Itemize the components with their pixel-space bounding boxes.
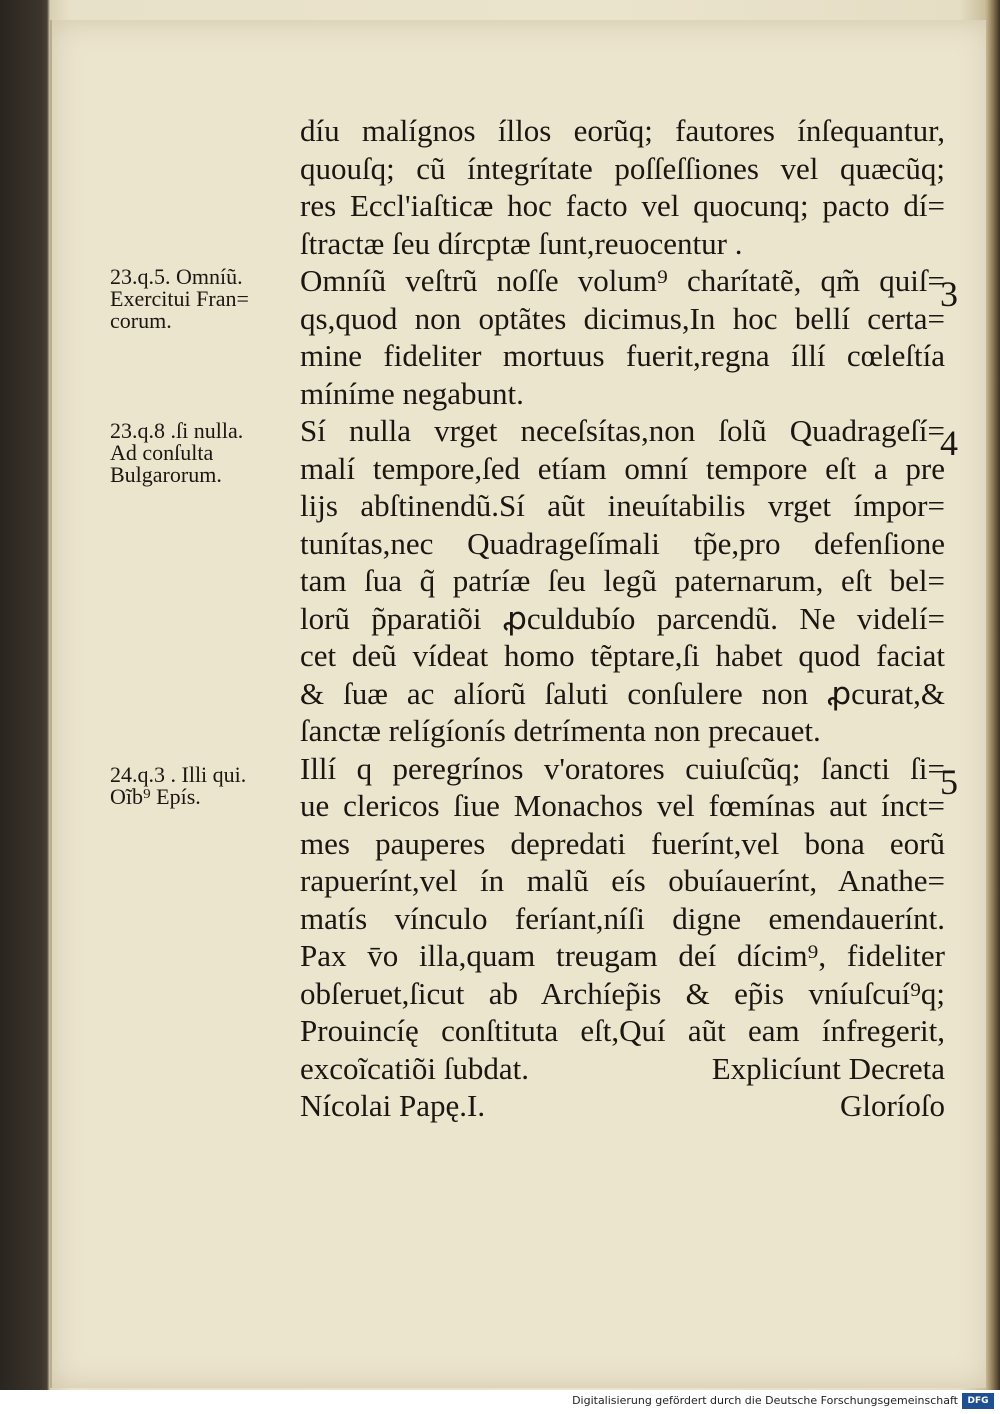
explicit-author: Nícolai Papę.I.	[300, 1088, 486, 1123]
text-line: ſtractæ ſeu dírcptæ ſunt,reuocentur .	[300, 225, 743, 261]
text-line: lorũ p̃paratiõi ꝓculdubío parcendũ. Ne videlí=	[300, 600, 945, 636]
margin-note-line: Exercitui Fran=	[110, 286, 249, 311]
text-line: res Eccl'iaſticæ hoc facto vel quocunq; pacto dí=	[300, 188, 945, 223]
text-line: mes pauperes depredati fuerínt,vel bona eorũ	[300, 825, 945, 861]
text-line: Pax v̄o illa,quam treugam deí dícim⁹, fideliter	[300, 938, 945, 973]
text-line: díu malígnos íllos eorũq; fautores ínſequantur,	[300, 113, 945, 148]
section-number: 3	[940, 274, 958, 314]
margin-note-line: 24.q.3 . Illi qui.	[110, 762, 247, 787]
text-line: matís vínculo feríant,níſi digne emendauerínt.	[300, 900, 945, 936]
margin-note-1	[110, 266, 249, 332]
main-text-block	[300, 112, 945, 1125]
text-line: quouſq; cũ íntegrítate poſſeſſiones vel quæcũq;	[300, 150, 945, 186]
margin-note-line: Oĩb⁹ Epís.	[110, 784, 201, 809]
text-line: Omníũ veſtrũ noſſe volum⁹ charítatẽ, qm̃ quiſ=	[300, 263, 945, 298]
text-line-final	[300, 1087, 945, 1125]
margin-note-line: corum.	[110, 308, 172, 333]
text-line: ue clericos ſiue Monachos vel fœmínas aut ínct=	[300, 788, 945, 823]
text-line: & ſuæ ac alíorũ ſaluti conſulere non ꝓcurat,&	[300, 675, 945, 711]
book-edge	[986, 0, 1000, 1390]
text-line: míníme negabunt.	[300, 375, 524, 411]
section-number: 4	[940, 423, 958, 463]
text-line: qs,quod non optãtes dicimus,In hoc bellí certa=	[300, 300, 945, 336]
section-number: 5	[940, 762, 958, 802]
text-line: Prouincíę conſtituta eſt,Quí aũt eam ínfregerit,	[300, 1013, 945, 1048]
footer-bar	[0, 1390, 1000, 1414]
text-line: obſeruet,ſicut ab Archíep̃is & ep̃is vníuſcuí⁹q;	[300, 975, 945, 1011]
text-line-closing	[300, 1050, 945, 1088]
text-line: lijs abſtinendũ.Sí aũt ineuítabilis vrget ímpor=	[300, 488, 945, 523]
text-line: tam ſua q̃ patríæ ſeu legũ paternarum, eſt bel=	[300, 563, 945, 598]
text-line: Illí q peregrínos v'oratores cuiuſcũq; ſancti ſi=	[300, 750, 945, 786]
text-line: cet deũ vídeat homo tẽptare,ſi habet quod faciat	[300, 638, 945, 673]
text-line: Sí nulla vrget neceſsítas,non ſolũ Quadrageſí=	[300, 413, 945, 448]
margin-note-3	[110, 764, 246, 808]
text-line: malí tempore,ſed etíam omní tempore eſt a pre	[300, 450, 945, 486]
margin-note-line: 23.q.5. Omníũ.	[110, 264, 243, 289]
text-line: ſanctæ relígíonís detrímenta non precauet.	[300, 713, 821, 748]
margin-note-2	[110, 420, 243, 486]
text-line: mine fideliter mortuus fuerit,regna íllí cœleſtía	[300, 338, 945, 373]
margin-note-line: 23.q.8 .ſi nulla.	[110, 418, 244, 443]
funding-credit: Digitalisierung gefördert durch die Deutsche Forschungsgemeinschaft	[572, 1394, 958, 1407]
explicit-heading: Explicíunt Decreta	[711, 1050, 945, 1086]
closing-sentence: excoĩcatiõi ſubdat.	[300, 1050, 529, 1086]
catchword: Gloríoſo	[839, 1088, 945, 1123]
text-line: tunítas,nec Quadrageſímali tp̃e,pro defenſione	[300, 525, 945, 561]
dfg-logo: DFG	[962, 1393, 994, 1409]
text-line: rapuerínt,vel ín malũ eís obuíauerínt, Anathe=	[300, 863, 945, 898]
margin-note-line: Ad conſulta	[110, 440, 214, 465]
margin-note-line: Bulgarorum.	[110, 462, 222, 487]
